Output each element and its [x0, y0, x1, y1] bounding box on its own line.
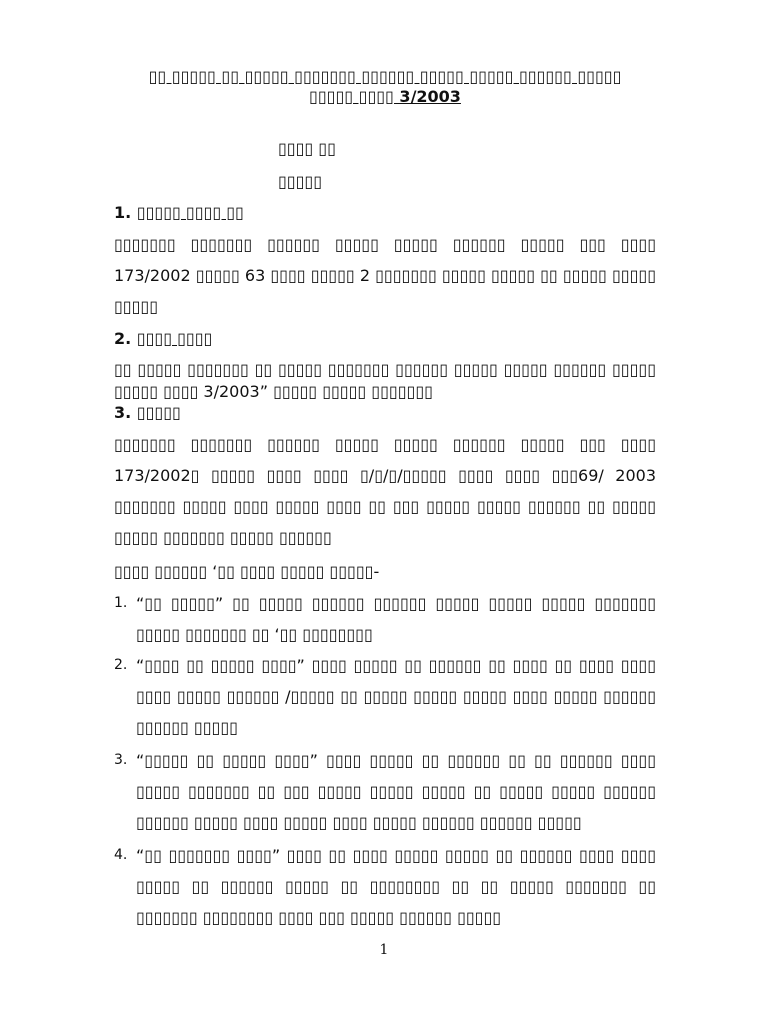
definition-item-text: “▯▯▯▯▯ ▯▯ ▯▯▯▯▯ ▯▯▯▯” ▯▯▯▯ ▯▯▯▯▯ ▯▯ ▯▯▯▯▯▯ ▯▯ ▯▯ ▯▯▯▯▯▯ ▯▯▯▯ ▯▯▯▯▯ ▯▯▯▯▯▯▯ ▯▯ ▯▯▯ ▯▯▯▯▯ ▯▯▯▯▯ ▯▯▯▯▯ ▯▯ ▯▯▯▯▯ ▯▯▯▯▯ ▯▯▯▯▯▯ ▯▯▯▯▯▯ ▯▯▯▯▯ ▯▯▯▯ ▯▯▯▯▯ ▯▯▯▯ ▯▯▯▯▯ ▯▯▯▯▯▯ ▯▯▯▯▯▯ ▯▯▯▯▯ — [136, 751, 656, 832]
section-2-number: 2. — [114, 329, 132, 348]
definition-item-1 — [114, 588, 656, 650]
section-1-paragraph: ▯▯▯▯▯▯▯ ▯▯▯▯▯▯▯ ▯▯▯▯▯▯ ▯▯▯▯▯ ▯▯▯▯▯ ▯▯▯▯▯▯ ▯▯▯▯▯ ▯▯▯ ▯▯▯▯ 173/2002 ▯▯▯▯▯ 63 ▯▯▯▯ ▯▯▯▯▯ 2 ▯▯▯▯▯▯▯ ▯▯▯▯▯ ▯▯▯▯▯ ▯▯ ▯▯▯▯▯ ▯▯▯▯▯ ▯▯▯▯▯ — [114, 235, 656, 316]
section-2-paragraph: ▯▯ ▯▯▯▯▯ ▯▯▯▯▯▯▯ ▯▯ ▯▯▯▯▯ ▯▯▯▯▯▯▯ ▯▯▯▯▯▯ ▯▯▯▯▯ ▯▯▯▯▯ ▯▯▯▯▯▯ ▯▯▯▯▯ ▯▯▯▯▯ ▯▯▯▯ 3/2003” ▯▯▯▯▯ ▯▯▯▯▯ ▯▯▯▯▯▯▯ — [114, 360, 656, 401]
section-1-heading — [114, 202, 244, 224]
definition-item-3 — [114, 745, 656, 838]
section-3-number: 3. — [114, 403, 132, 422]
definition-item-number: 3. — [114, 752, 128, 768]
definition-item-text: “▯▯ ▯▯▯▯▯” ▯▯ ▯▯▯▯▯ ▯▯▯▯▯▯ ▯▯▯▯▯▯ ▯▯▯▯▯ ▯▯▯▯▯ ▯▯▯▯▯ ▯▯▯▯▯▯▯ ▯▯▯▯▯ ▯▯▯▯▯▯▯ ▯▯ ‘▯▯ ▯▯▯▯▯▯▯▯ — [136, 594, 656, 644]
section-1-number: 1. — [114, 203, 132, 222]
definition-item-number: 4. — [114, 847, 128, 863]
definitions-intro: ▯▯▯▯ ▯▯▯▯▯▯ ‘▯▯ ▯▯▯▯ ▯▯▯▯▯ ▯▯▯▯▯- — [114, 562, 380, 581]
definition-item-text: “▯▯ ▯▯▯▯▯▯▯ ▯▯▯▯” ▯▯▯▯ ▯▯ ▯▯▯▯ ▯▯▯▯▯ ▯▯▯▯▯ ▯▯ ▯▯▯▯▯▯ ▯▯▯▯ ▯▯▯▯ ▯▯▯▯▯ ▯▯ ▯▯▯▯▯▯ ▯▯▯▯▯ ▯▯ ▯▯▯▯▯▯▯▯ ▯▯ ▯▯ ▯▯▯▯▯ ▯▯▯▯▯▯▯ ▯▯ ▯▯▯▯▯▯▯ ▯▯▯▯▯▯▯▯ ▯▯▯▯ ▯▯▯ ▯▯▯▯▯ ▯▯▯▯▯▯ ▯▯▯▯▯ — [136, 846, 656, 927]
definition-item-number: 2. — [114, 657, 128, 673]
definition-item-number: 1. — [114, 595, 128, 611]
page-number: 1 — [379, 942, 389, 958]
section-3-title: ▯▯▯▯▯ — [136, 403, 181, 422]
document-title-line-1: ▯▯ ▯▯▯▯▯ ▯▯ ▯▯▯▯▯ ▯▯▯▯▯▯▯ ▯▯▯▯▯▯ ▯▯▯▯▯ ▯▯▯▯▯ ▯▯▯▯▯▯ ▯▯▯▯▯ — [148, 67, 622, 86]
definition-item-text: “▯▯▯▯ ▯▯ ▯▯▯▯▯ ▯▯▯▯” ▯▯▯▯ ▯▯▯▯▯ ▯▯ ▯▯▯▯▯▯ ▯▯ ▯▯▯▯ ▯▯ ▯▯▯▯ ▯▯▯▯ ▯▯▯▯ ▯▯▯▯▯ ▯▯▯▯▯▯ /▯▯▯▯▯ ▯▯ ▯▯▯▯▯ ▯▯▯▯▯ ▯▯▯▯▯ ▯▯▯▯ ▯▯▯▯▯ ▯▯▯▯▯▯ ▯▯▯▯▯▯ ▯▯▯▯▯ — [136, 656, 656, 737]
definition-item-4 — [114, 840, 656, 933]
section-3-paragraph: ▯▯▯▯▯▯▯ ▯▯▯▯▯▯▯ ▯▯▯▯▯▯ ▯▯▯▯▯ ▯▯▯▯▯ ▯▯▯▯▯▯ ▯▯▯▯▯ ▯▯▯ ▯▯▯▯ 173/2002▯ ▯▯▯▯▯ ▯▯▯▯ ▯▯▯▯ ▯/▯/▯/▯▯▯▯▯ ▯▯▯▯ ▯▯▯▯ ▯▯▯69/ 2003 ▯▯▯▯▯▯▯ ▯▯▯▯▯ ▯▯▯▯ ▯▯▯▯▯ ▯▯▯▯ ▯▯ ▯▯▯ ▯▯▯▯▯ ▯▯▯▯▯ ▯▯▯▯▯▯ ▯▯ ▯▯▯▯▯ ▯▯▯▯▯ ▯▯▯▯▯▯▯ ▯▯▯▯▯ ▯▯▯▯▯▯ — [114, 435, 656, 547]
section-2-heading — [114, 328, 212, 350]
section-3-heading — [114, 402, 181, 424]
header-line-2: ▯▯▯▯▯ — [278, 172, 323, 191]
section-2-title: ▯▯▯▯ ▯▯▯▯ — [136, 329, 213, 348]
definition-item-2 — [114, 650, 656, 743]
document-title-line-2: ▯▯▯▯▯ ▯▯▯▯ 3/2003 — [309, 87, 461, 106]
header-line-1: ▯▯▯▯ ▯▯ — [278, 139, 336, 158]
section-1-title: ▯▯▯▯▯ ▯▯▯▯ ▯▯ — [136, 203, 244, 222]
